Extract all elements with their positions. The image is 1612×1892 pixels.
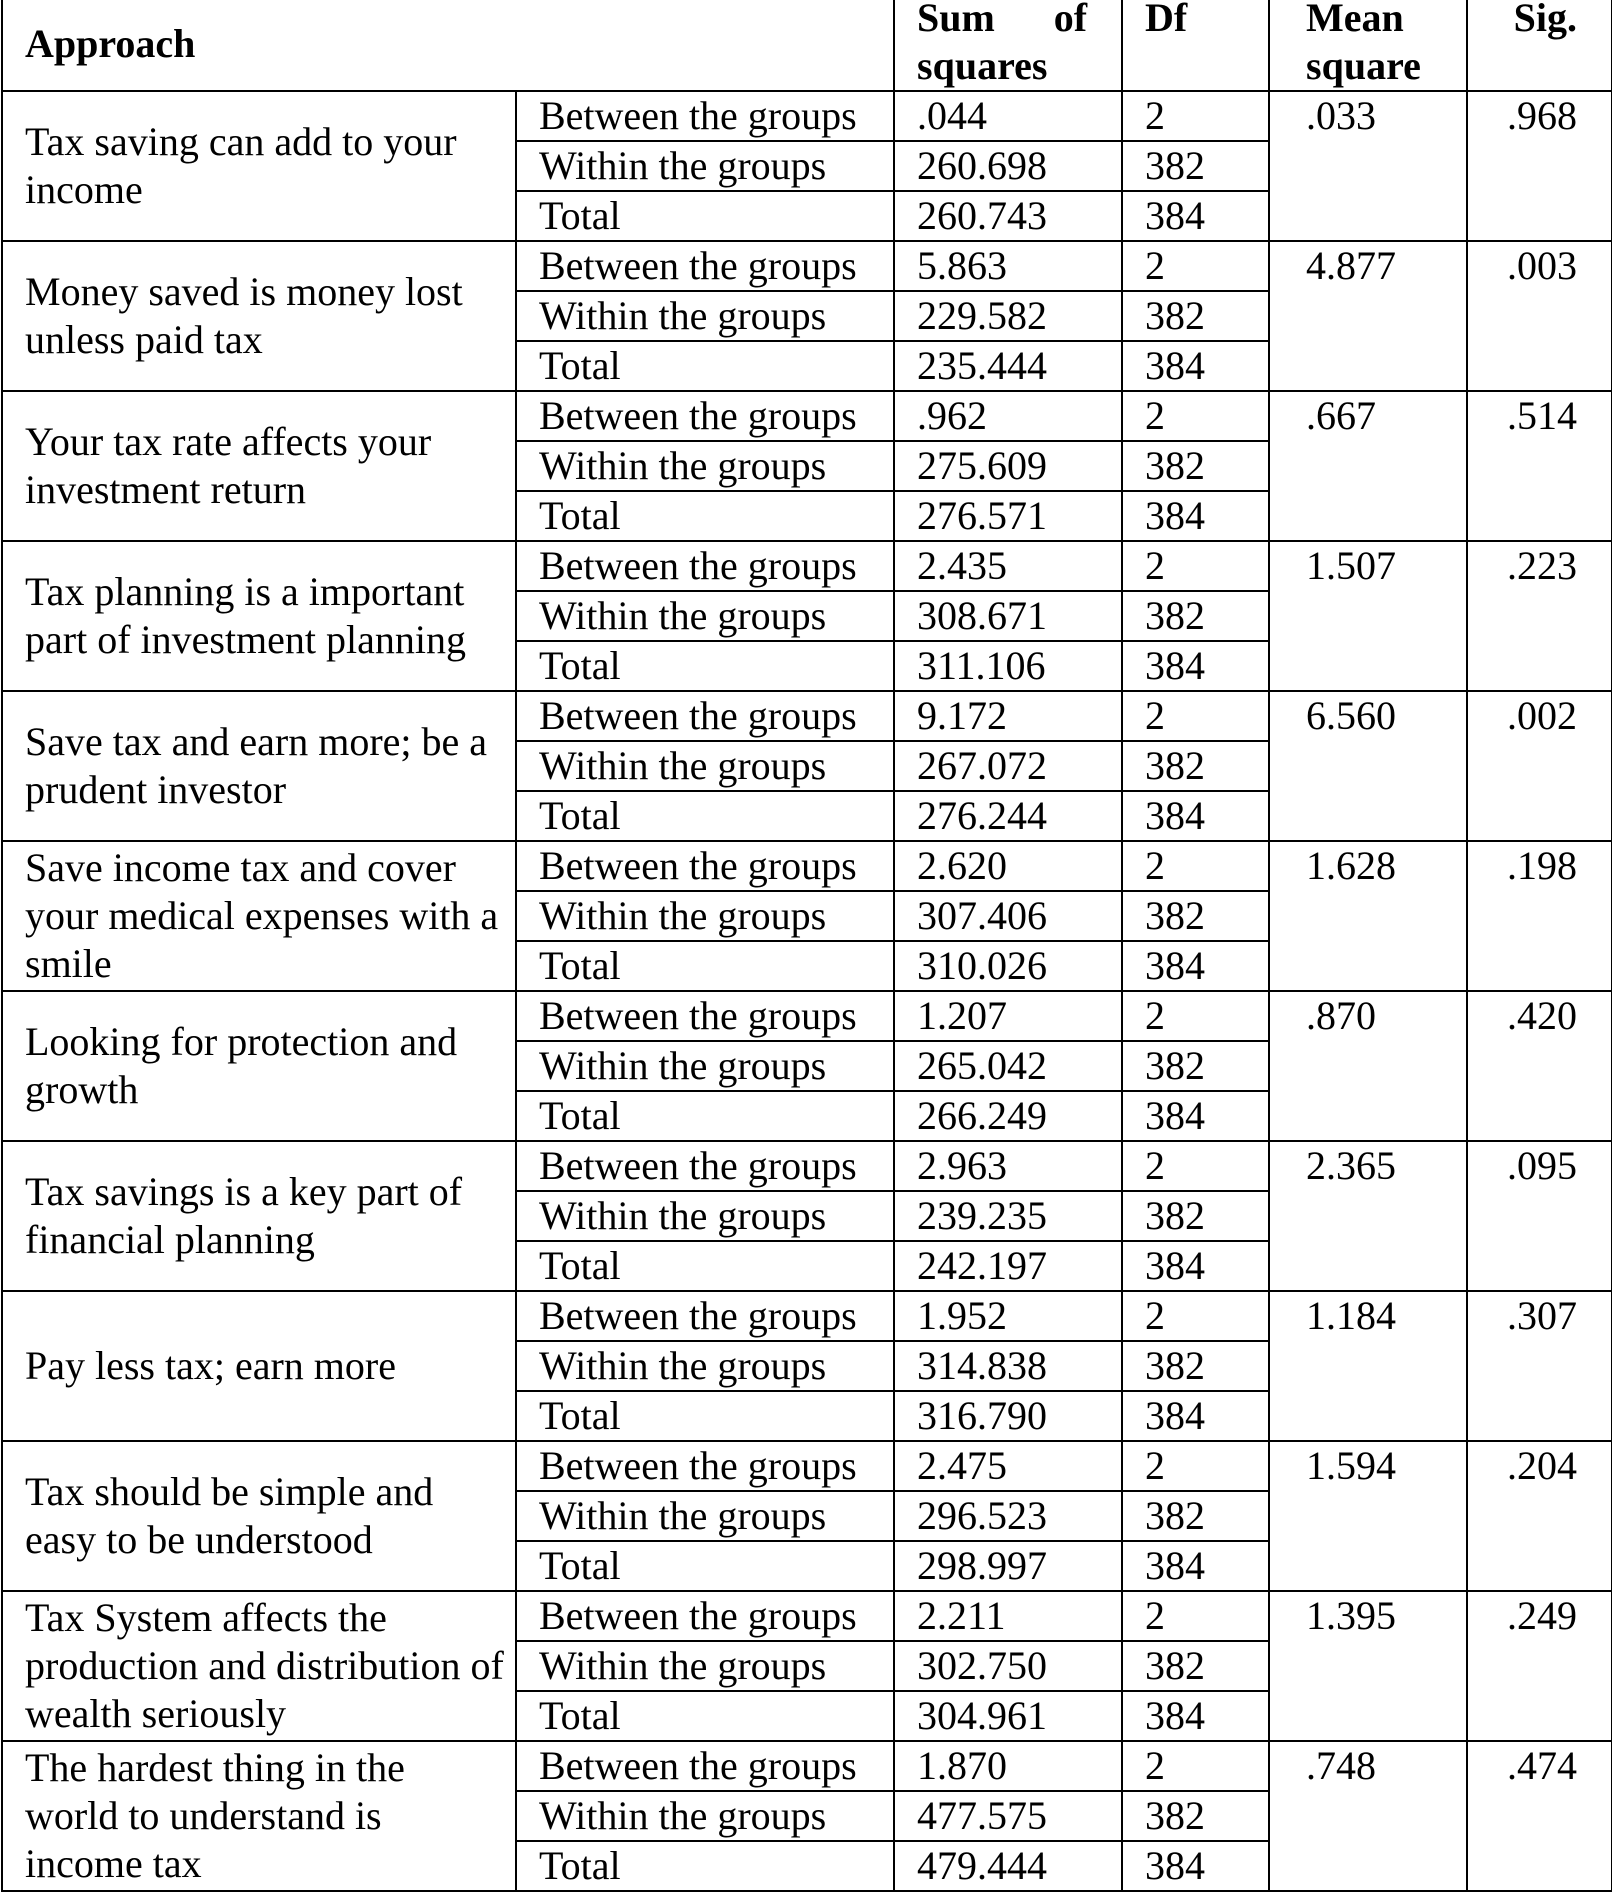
sum-of-squares-cell: 267.072	[894, 741, 1122, 791]
header-approach: Approach	[2, 0, 894, 91]
sum-of-squares-cell: 260.698	[894, 141, 1122, 191]
source-cell: Between the groups	[516, 241, 894, 291]
source-cell: Between the groups	[516, 1591, 894, 1641]
source-cell: Total	[516, 1841, 894, 1891]
approach-cell: Money saved is money lost unless paid tax	[2, 241, 516, 391]
source-cell: Between the groups	[516, 1141, 894, 1191]
mean-square-cell: 1.395	[1269, 1591, 1467, 1741]
approach-cell: Tax System affects the production and distribution of wealth seriously	[2, 1591, 516, 1741]
source-cell: Total	[516, 491, 894, 541]
sig-cell: .420	[1467, 991, 1612, 1141]
source-cell: Between the groups	[516, 991, 894, 1041]
df-cell: 382	[1122, 1791, 1269, 1841]
table-row	[2, 1441, 1612, 1491]
source-cell: Total	[516, 641, 894, 691]
table-row	[2, 1291, 1612, 1341]
table-row	[2, 1741, 1612, 1791]
table-row	[2, 1141, 1612, 1191]
source-cell: Total	[516, 1691, 894, 1741]
source-cell: Between the groups	[516, 1741, 894, 1791]
approach-cell: Tax savings is a key part of financial planning	[2, 1141, 516, 1291]
approach-cell: Tax saving can add to your income	[2, 91, 516, 241]
approach-cell: Pay less tax; earn more	[2, 1291, 516, 1441]
sum-of-squares-cell: .962	[894, 391, 1122, 441]
sum-of-squares-cell: 266.249	[894, 1091, 1122, 1141]
header-mean-square-line2: square	[1306, 43, 1421, 88]
mean-square-cell: 1.507	[1269, 541, 1467, 691]
table-row	[2, 841, 1612, 891]
sum-of-squares-cell: 1.870	[894, 1741, 1122, 1791]
df-cell: 2	[1122, 1141, 1269, 1191]
df-cell: 384	[1122, 1091, 1269, 1141]
source-cell: Total	[516, 1241, 894, 1291]
source-cell: Within the groups	[516, 591, 894, 641]
source-cell: Total	[516, 1541, 894, 1591]
sig-cell: .002	[1467, 691, 1612, 841]
source-cell: Between the groups	[516, 1441, 894, 1491]
table-row	[2, 991, 1612, 1041]
table-row	[2, 91, 1612, 141]
source-cell: Within the groups	[516, 1491, 894, 1541]
df-cell: 384	[1122, 1391, 1269, 1441]
mean-square-cell: 6.560	[1269, 691, 1467, 841]
df-cell: 384	[1122, 641, 1269, 691]
sum-of-squares-cell: 310.026	[894, 941, 1122, 991]
sum-of-squares-cell: 302.750	[894, 1641, 1122, 1691]
sig-cell: .204	[1467, 1441, 1612, 1591]
source-cell: Between the groups	[516, 391, 894, 441]
source-cell: Between the groups	[516, 1291, 894, 1341]
source-cell: Within the groups	[516, 1191, 894, 1241]
df-cell: 384	[1122, 1841, 1269, 1891]
table-row	[2, 391, 1612, 441]
sum-of-squares-cell: 260.743	[894, 191, 1122, 241]
df-cell: 2	[1122, 841, 1269, 891]
df-cell: 2	[1122, 541, 1269, 591]
table-row	[2, 691, 1612, 741]
sum-of-squares-cell: 275.609	[894, 441, 1122, 491]
header-sum-of-squares-line1: Sum of	[917, 0, 1088, 40]
mean-square-cell: 4.877	[1269, 241, 1467, 391]
source-cell: Within the groups	[516, 1641, 894, 1691]
source-cell: Within the groups	[516, 291, 894, 341]
source-cell: Total	[516, 1391, 894, 1441]
header-row	[2, 0, 1612, 91]
sum-of-squares-cell: .044	[894, 91, 1122, 141]
mean-square-cell: 1.184	[1269, 1291, 1467, 1441]
sum-of-squares-cell: 1.952	[894, 1291, 1122, 1341]
df-cell: 384	[1122, 791, 1269, 841]
sig-cell: .474	[1467, 1741, 1612, 1891]
sum-of-squares-cell: 296.523	[894, 1491, 1122, 1541]
approach-cell: Your tax rate affects your investment return	[2, 391, 516, 541]
sum-of-squares-cell: 2.475	[894, 1441, 1122, 1491]
mean-square-cell: .870	[1269, 991, 1467, 1141]
source-cell: Within the groups	[516, 1041, 894, 1091]
sum-of-squares-cell: 1.207	[894, 991, 1122, 1041]
sum-of-squares-cell: 298.997	[894, 1541, 1122, 1591]
df-cell: 382	[1122, 1491, 1269, 1541]
table-row	[2, 1591, 1612, 1641]
approach-cell: Save tax and earn more; be a prudent investor	[2, 691, 516, 841]
sum-of-squares-cell: 242.197	[894, 1241, 1122, 1291]
approach-cell: Looking for protection and growth	[2, 991, 516, 1141]
sig-cell: .968	[1467, 91, 1612, 241]
approach-cell: The hardest thing in the world to understand is income tax	[2, 1741, 516, 1891]
mean-square-cell: .748	[1269, 1741, 1467, 1891]
sum-of-squares-cell: 235.444	[894, 341, 1122, 391]
source-cell: Total	[516, 1091, 894, 1141]
df-cell: 2	[1122, 1441, 1269, 1491]
sig-cell: .307	[1467, 1291, 1612, 1441]
df-cell: 382	[1122, 891, 1269, 941]
sum-of-squares-cell: 2.963	[894, 1141, 1122, 1191]
df-cell: 2	[1122, 91, 1269, 141]
sum-of-squares-cell: 239.235	[894, 1191, 1122, 1241]
sum-of-squares-cell: 9.172	[894, 691, 1122, 741]
sig-cell: .095	[1467, 1141, 1612, 1291]
sig-cell: .249	[1467, 1591, 1612, 1741]
sum-of-squares-cell: 311.106	[894, 641, 1122, 691]
mean-square-cell: 2.365	[1269, 1141, 1467, 1291]
df-cell: 384	[1122, 191, 1269, 241]
sum-of-squares-cell: 2.211	[894, 1591, 1122, 1641]
source-cell: Between the groups	[516, 91, 894, 141]
header-mean-square	[1269, 0, 1467, 91]
df-cell: 2	[1122, 241, 1269, 291]
source-cell: Between the groups	[516, 841, 894, 891]
df-cell: 382	[1122, 1641, 1269, 1691]
sum-of-squares-cell: 276.244	[894, 791, 1122, 841]
df-cell: 382	[1122, 741, 1269, 791]
source-cell: Within the groups	[516, 1791, 894, 1841]
sum-of-squares-cell: 307.406	[894, 891, 1122, 941]
df-cell: 382	[1122, 141, 1269, 191]
sig-cell: .514	[1467, 391, 1612, 541]
sum-of-squares-cell: 5.863	[894, 241, 1122, 291]
source-cell: Between the groups	[516, 541, 894, 591]
df-cell: 382	[1122, 1191, 1269, 1241]
sum-of-squares-cell: 316.790	[894, 1391, 1122, 1441]
df-cell: 2	[1122, 1741, 1269, 1791]
df-cell: 382	[1122, 1341, 1269, 1391]
df-cell: 2	[1122, 691, 1269, 741]
df-cell: 384	[1122, 341, 1269, 391]
df-cell: 2	[1122, 1291, 1269, 1341]
header-mean-square-line1: Mean	[1306, 0, 1404, 40]
df-cell: 2	[1122, 391, 1269, 441]
sum-of-squares-cell: 229.582	[894, 291, 1122, 341]
df-cell: 382	[1122, 591, 1269, 641]
df-cell: 382	[1122, 291, 1269, 341]
sig-cell: .198	[1467, 841, 1612, 991]
anova-table	[1, 0, 1612, 1892]
sum-of-squares-cell: 314.838	[894, 1341, 1122, 1391]
df-cell: 382	[1122, 441, 1269, 491]
sum-of-squares-cell: 2.620	[894, 841, 1122, 891]
header-df: Df	[1122, 0, 1269, 91]
source-cell: Within the groups	[516, 741, 894, 791]
source-cell: Within the groups	[516, 141, 894, 191]
sig-cell: .003	[1467, 241, 1612, 391]
sum-of-squares-cell: 477.575	[894, 1791, 1122, 1841]
approach-cell: Save income tax and cover your medical expenses with a smile	[2, 841, 516, 991]
sum-of-squares-cell: 304.961	[894, 1691, 1122, 1741]
sum-of-squares-cell: 276.571	[894, 491, 1122, 541]
sum-of-squares-cell: 2.435	[894, 541, 1122, 591]
source-cell: Total	[516, 941, 894, 991]
mean-square-cell: 1.628	[1269, 841, 1467, 991]
df-cell: 2	[1122, 991, 1269, 1041]
sum-of-squares-cell: 265.042	[894, 1041, 1122, 1091]
approach-cell: Tax should be simple and easy to be understood	[2, 1441, 516, 1591]
mean-square-cell: .667	[1269, 391, 1467, 541]
source-cell: Within the groups	[516, 1341, 894, 1391]
sum-of-squares-cell: 479.444	[894, 1841, 1122, 1891]
source-cell: Between the groups	[516, 691, 894, 741]
source-cell: Within the groups	[516, 441, 894, 491]
df-cell: 384	[1122, 1541, 1269, 1591]
sig-cell: .223	[1467, 541, 1612, 691]
header-sig: Sig.	[1467, 0, 1612, 91]
table-row	[2, 541, 1612, 591]
mean-square-cell: .033	[1269, 91, 1467, 241]
approach-cell: Tax planning is a important part of investment planning	[2, 541, 516, 691]
header-sum-of-squares	[894, 0, 1122, 91]
mean-square-cell: 1.594	[1269, 1441, 1467, 1591]
df-cell: 382	[1122, 1041, 1269, 1091]
source-cell: Total	[516, 341, 894, 391]
df-cell: 384	[1122, 1691, 1269, 1741]
source-cell: Total	[516, 791, 894, 841]
table-body	[2, 91, 1612, 1891]
df-cell: 384	[1122, 491, 1269, 541]
df-cell: 384	[1122, 941, 1269, 991]
header-sum-of-squares-line2: squares	[917, 43, 1048, 88]
source-cell: Total	[516, 191, 894, 241]
df-cell: 2	[1122, 1591, 1269, 1641]
table-row	[2, 241, 1612, 291]
sum-of-squares-cell: 308.671	[894, 591, 1122, 641]
df-cell: 384	[1122, 1241, 1269, 1291]
source-cell: Within the groups	[516, 891, 894, 941]
